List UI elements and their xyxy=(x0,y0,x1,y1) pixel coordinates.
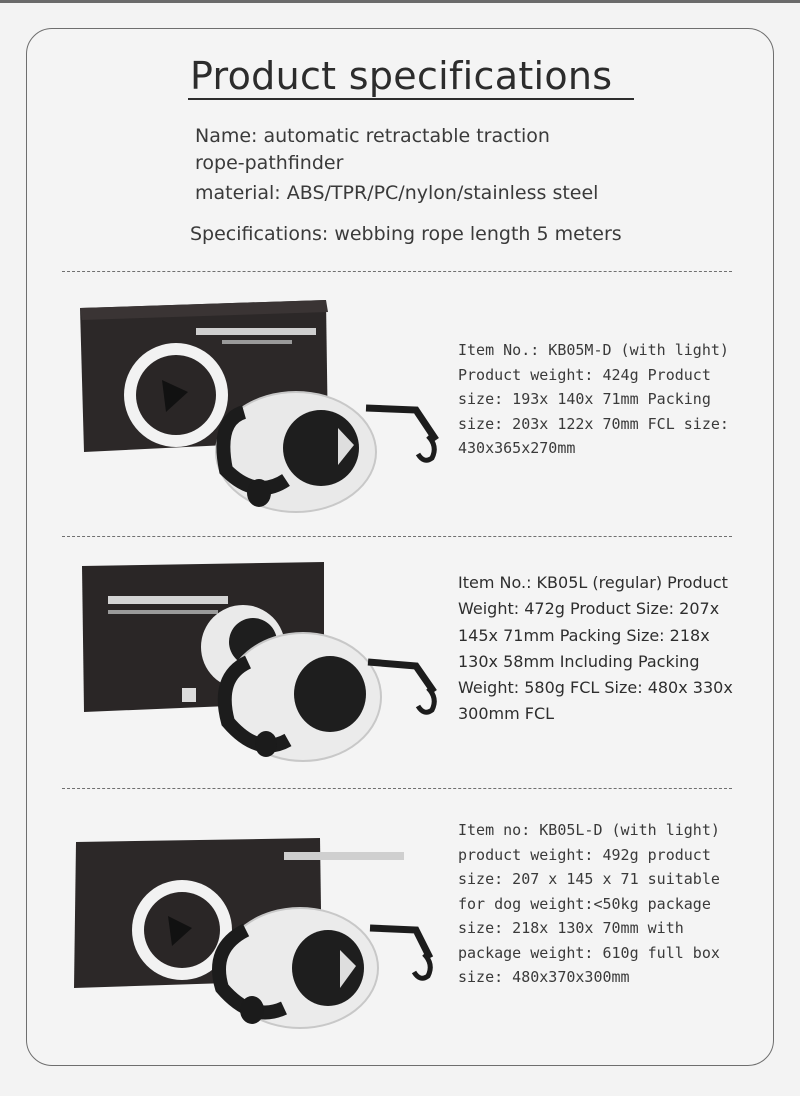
product-image-kb05m-d xyxy=(76,300,446,515)
box-label-text xyxy=(284,852,404,860)
product-3-spec: Item no: KB05L-D (with light) product weight: 492g product size: 207 x 145 x 71 suitable for dog weight:<50kg package size: 218x 130x 70mm with package weight: 610g full box size: 480x370x300mm xyxy=(458,821,720,986)
box-label-text xyxy=(196,328,316,335)
specifications-line: Specifications: webbing rope length 5 meters xyxy=(190,223,622,245)
box-label-text xyxy=(108,596,228,604)
divider-2 xyxy=(62,536,732,537)
product-image-kb05l xyxy=(78,562,450,767)
name-line-1: Name: automatic retractable traction xyxy=(195,125,550,147)
divider-1 xyxy=(62,271,732,272)
product-image-kb05l-d xyxy=(70,838,446,1034)
title-underline xyxy=(188,98,634,100)
material-line: material: ABS/TPR/PC/nylon/stainless steel xyxy=(195,182,599,204)
divider-3 xyxy=(62,788,732,789)
top-border-line xyxy=(0,0,800,3)
product-1-spec: Item No.: KB05M-D (with light) Product weight: 424g Product size: 193x 140x 71mm Packing size: 203x 122x 70mm FCL size: 430x365x270mm xyxy=(458,341,729,457)
name-line-2: rope-pathfinder xyxy=(195,152,344,174)
product-2-spec: Item No.: KB05L (regular) Product Weight: 472g Product Size: 207x 145x 71mm Packing Size: 218x 130x 58mm Including Packing Weight: 580g FCL Size: 480x 330x 300mm FCL xyxy=(458,573,733,724)
page-title: Product specifications xyxy=(190,54,613,98)
